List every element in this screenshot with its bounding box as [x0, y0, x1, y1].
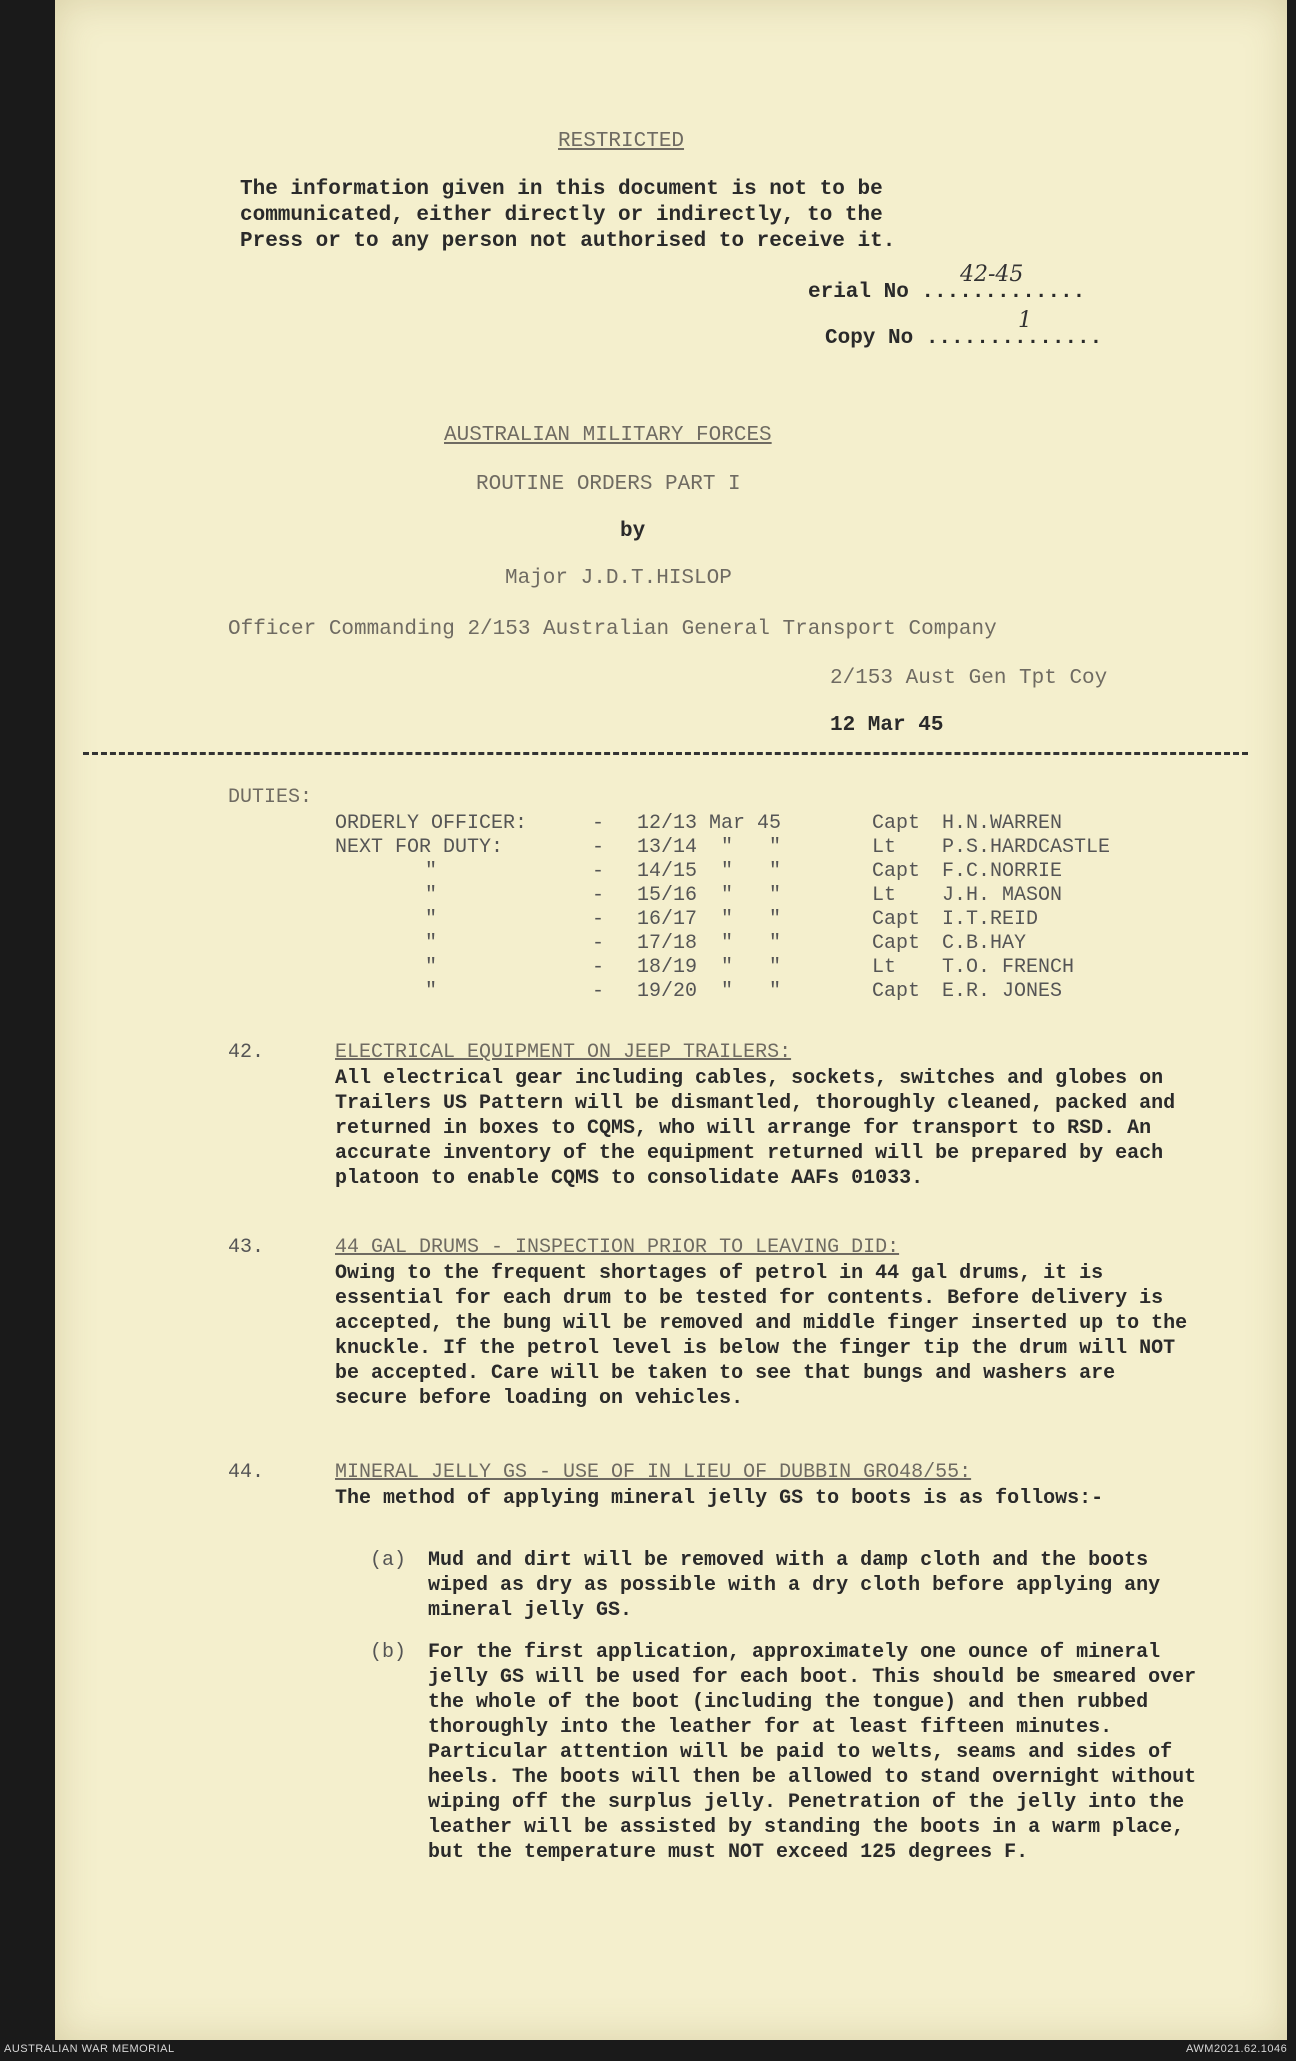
title-line-3: by: [620, 520, 646, 543]
duty-row: [0, 932, 1296, 956]
duty-dash: -: [592, 932, 605, 955]
duty-dash: -: [592, 884, 605, 907]
duty-dates: 15/16 " ": [637, 884, 782, 907]
order-number: 44.: [228, 1461, 265, 1484]
duty-role: ": [425, 980, 438, 1003]
duty-dash: -: [592, 836, 605, 859]
list-item-label: (a): [370, 1549, 407, 1572]
serial-number-label: erial No .............: [808, 281, 1086, 304]
duty-dates: 18/19 " ": [637, 956, 782, 979]
duty-role: ": [425, 908, 438, 931]
duty-dates: 17/18 " ": [637, 932, 782, 955]
duty-role: ": [425, 932, 438, 955]
duty-dates: 19/20 " ": [637, 980, 782, 1003]
duty-name: P.S.HARDCASTLE: [942, 836, 1111, 859]
duty-rank: Capt: [872, 812, 921, 835]
duty-name: C.B.HAY: [942, 932, 1027, 955]
title-line-1: AUSTRALIAN MILITARY FORCES: [444, 424, 772, 447]
duty-name: J.H. MASON: [942, 884, 1063, 907]
duty-row: [0, 836, 1296, 860]
duty-role: ": [425, 884, 438, 907]
duty-row: [0, 884, 1296, 908]
duty-rank: Lt: [872, 884, 897, 907]
duty-dash: -: [592, 980, 605, 1003]
duty-name: T.O. FRENCH: [942, 956, 1075, 979]
duty-dates: 14/15 " ": [637, 860, 782, 883]
duty-row: [0, 812, 1296, 836]
notice-line-1: The information given in this document is not to be: [240, 178, 883, 201]
duty-role: ORDERLY OFFICER:: [335, 812, 528, 835]
separator-line: [83, 752, 1248, 755]
duty-rank: Lt: [872, 836, 897, 859]
duty-rank: Capt: [872, 908, 921, 931]
list-item-text: For the first application, approximately one ounce of mineral jelly GS will be used for each boot. This should be smeared over the whole of the boot (including the tongue) and then rubbed thoroughly into the leather for at least fifteen minutes. Particular attention will be paid to welts, seams and sides of heels. The boots will then be allowed to stand overnight without wiping off the surplus jelly. Penetration of the jelly into the leather will be assisted by standing the boots in a warm place, but the temperature must NOT exceed 125 degrees F.: [428, 1641, 1197, 1864]
order-heading: MINERAL JELLY GS - USE OF IN LIEU OF DUBBIN GRO48/55:: [335, 1461, 972, 1484]
order-number: 43.: [228, 1236, 265, 1259]
duty-dash: -: [592, 860, 605, 883]
footer-accession-number: AWM2021.62.1046: [1186, 2043, 1288, 2055]
duty-name: H.N.WARREN: [942, 812, 1063, 835]
duties-heading: DUTIES:: [228, 786, 313, 809]
duty-dash: -: [592, 956, 605, 979]
duty-row: [0, 860, 1296, 884]
duty-dates: 13/14 " ": [637, 836, 782, 859]
duty-dates: 16/17 " ": [637, 908, 782, 931]
duty-name: E.R. JONES: [942, 980, 1063, 1003]
order-body: All electrical gear including cables, sockets, switches and globes on Trailers US Pattern will be dismantled, thoroughly cleaned, packed and returned in boxes to CQMS, who will arrange for transport to RSD. An accurate inventory of the equipment returned will be prepared by each platoon to enable CQMS to consolidate AAFs 01033.: [335, 1067, 1176, 1190]
notice-line-3: Press or to any person not authorised to receive it.: [240, 230, 896, 253]
order-body: The method of applying mineral jelly GS to boots is as follows:-: [335, 1487, 1104, 1510]
duty-rank: Capt: [872, 932, 921, 955]
unit-name: 2/153 Aust Gen Tpt Coy: [830, 667, 1108, 690]
duty-dash: -: [592, 812, 605, 835]
footer-archive-name: AUSTRALIAN WAR MEMORIAL: [4, 2043, 175, 2055]
order-heading: 44 GAL DRUMS - INSPECTION PRIOR TO LEAVING DID:: [335, 1236, 900, 1259]
order-date: 12 Mar 45: [830, 714, 944, 737]
list-item-text: Mud and dirt will be removed with a damp cloth and the boots wiped as dry as possible with a dry cloth before applying any mineral jelly GS.: [428, 1549, 1161, 1622]
serial-number-value: 42-45: [960, 262, 1024, 287]
copy-number-label: Copy No ..............: [825, 327, 1103, 350]
order-heading: ELECTRICAL EQUIPMENT ON JEEP TRAILERS:: [335, 1041, 792, 1064]
notice-line-2: communicated, either directly or indirectly, to the: [240, 204, 883, 227]
duty-row: [0, 956, 1296, 980]
order-number: 42.: [228, 1041, 265, 1064]
copy-number-value: 1: [1018, 308, 1032, 333]
duty-name: I.T.REID: [942, 908, 1039, 931]
duty-role: NEXT FOR DUTY:: [335, 836, 504, 859]
duty-rank: Lt: [872, 956, 897, 979]
title-line-4: Major J.D.T.HISLOP: [505, 567, 732, 590]
duty-rank: Capt: [872, 980, 921, 1003]
title-line-5: Officer Commanding 2/153 Australian General Transport Company: [228, 618, 997, 641]
title-line-2: ROUTINE ORDERS PART I: [476, 473, 741, 496]
duty-role: ": [425, 860, 438, 883]
classification-heading: RESTRICTED: [558, 130, 685, 153]
duty-row: [0, 908, 1296, 932]
list-item-label: (b): [370, 1641, 407, 1664]
duty-name: F.C.NORRIE: [942, 860, 1063, 883]
duty-role: ": [425, 956, 438, 979]
order-body: Owing to the frequent shortages of petrol in 44 gal drums, it is essential for each drum to be tested for contents. Before delivery is accepted, the bung will be removed and middle finger inserted up to the knuckle. If the petrol level is below the finger tip the drum will NOT be accepted. Care will be taken to see that bungs and washers are secure before loading on vehicles.: [335, 1262, 1188, 1410]
duty-dates: 12/13 Mar 45: [637, 812, 782, 835]
duty-dash: -: [592, 908, 605, 931]
duty-rank: Capt: [872, 860, 921, 883]
duty-row: [0, 980, 1296, 1004]
